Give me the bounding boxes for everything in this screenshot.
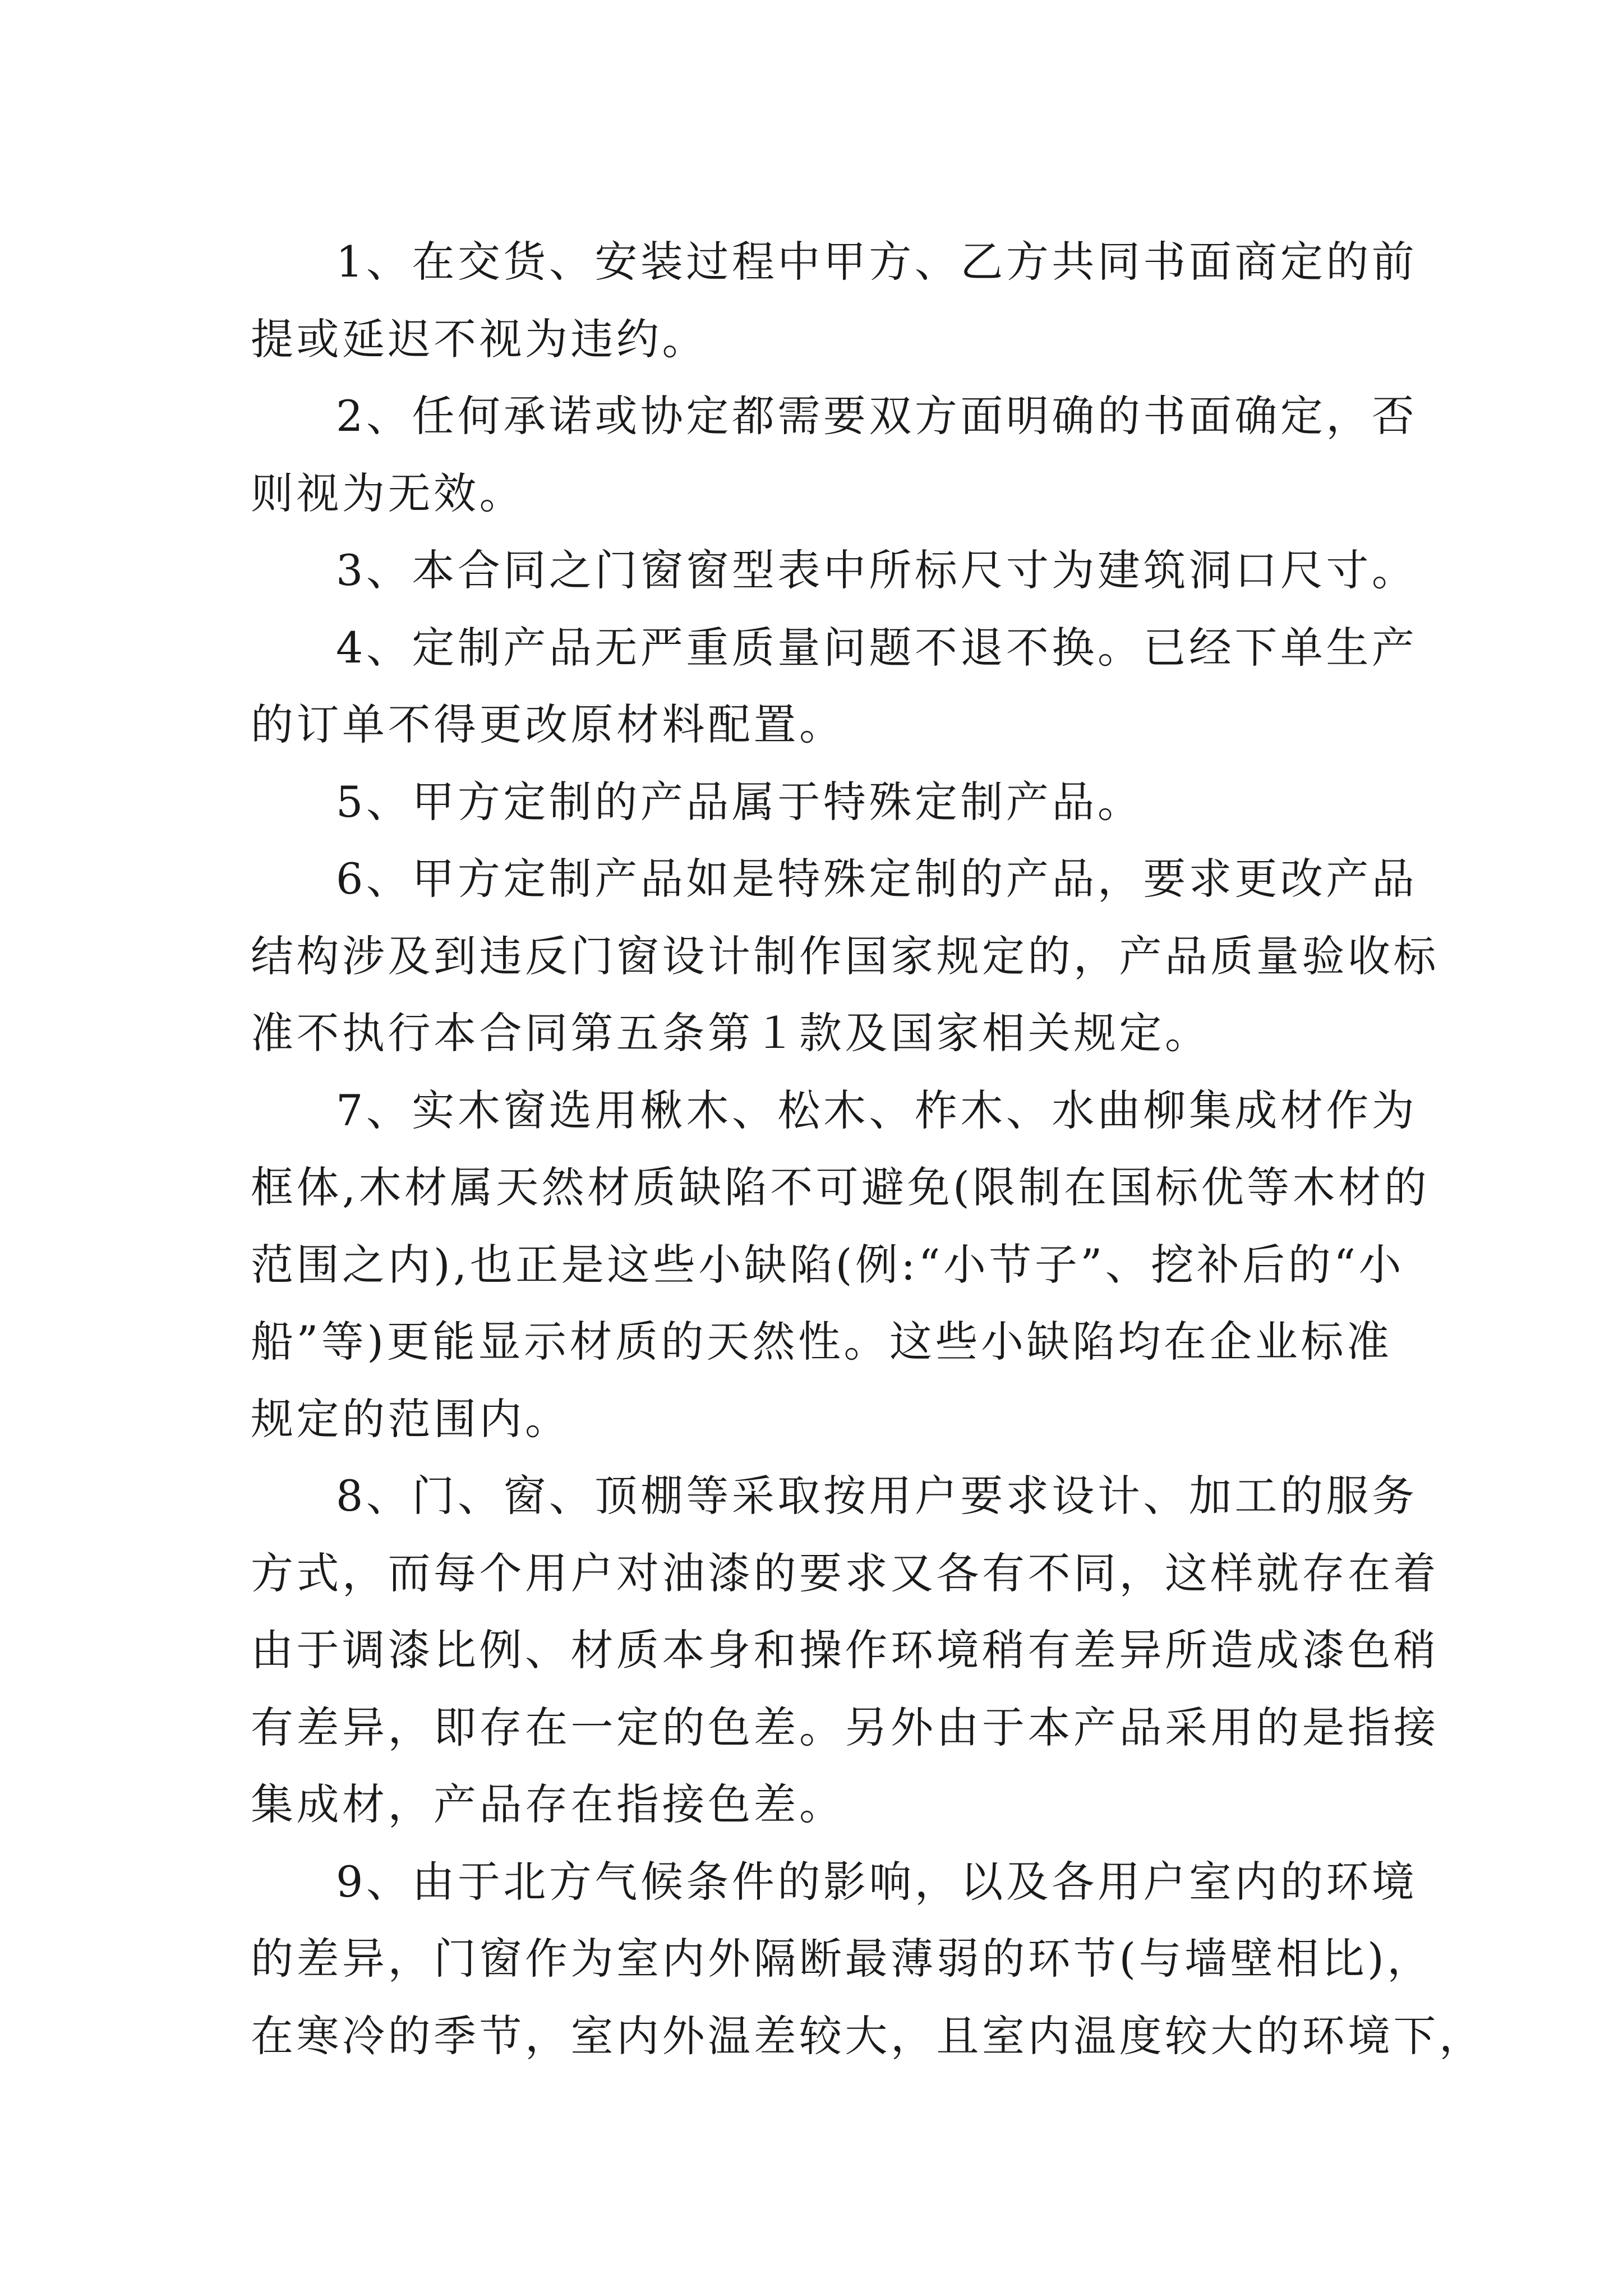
clause-8-line-4: 有差异，即存在一定的色差。另外由于本产品采用的是指接 [251, 1702, 1439, 1752]
clause-8-line-2: 方式，而每个用户对油漆的要求又各有不同，这样就存在着 [251, 1548, 1439, 1598]
clause-7-line-5: 规定的范围内。 [251, 1393, 571, 1444]
clause-8-line-3: 由于调漆比例、材质本身和操作环境稍有差异所造成漆色稍 [251, 1625, 1439, 1675]
clause-6-line-2: 结构涉及到违反门窗设计制作国家规定的，产品质量验收标 [251, 931, 1439, 981]
clause-7-line-1: 7、实木窗选用楸木、松木、柞木、水曲柳集成材作为 [336, 1085, 1418, 1135]
clause-7-line-4: 船”等)更能显示材质的天然性。这些小缺陷均在企业标准 [251, 1317, 1393, 1366]
clause-7-line-3: 范围之内),也正是这些小缺陷(例:“小节子”、挖补后的“小 [251, 1239, 1405, 1290]
clause-9-line-1: 9、由于北方气候条件的影响，以及各用户室内的环境 [336, 1856, 1418, 1907]
clause-9-line-2: 的差异，门窗作为室内外隔断最薄弱的环节(与墙壁相比)， [251, 1934, 1433, 1984]
clause-9-line-3: 在寒冷的季节，室内外温差较大，且室内温度较大的环境下， [251, 2010, 1485, 2061]
clause-7-line-2: 框体,木材属天然材质缺陷不可避免(限制在国标优等木材的 [251, 1162, 1430, 1212]
clause-1-line-1: 1、在交货、安装过程中甲方、乙方共同书面商定的前 [336, 237, 1418, 287]
clause-6-line-3: 准不执行本合同第五条第１款及国家相关规定。 [251, 1008, 1211, 1058]
clause-2-line-2: 则视为无效。 [251, 468, 525, 518]
clause-8-line-1: 8、门、窗、顶棚等采取按用户要求设计、加工的服务 [336, 1471, 1418, 1521]
contract-terms-body [251, 223, 1485, 2074]
clause-6-line-1: 6、甲方定制产品如是特殊定制的产品，要求更改产品 [336, 854, 1418, 904]
clause-5-line-1: 5、甲方定制的产品属于特殊定制产品。 [336, 776, 1144, 827]
clause-8-line-5: 集成材，产品存在指接色差。 [251, 1779, 845, 1829]
clause-4-line-2: 的订单不得更改原材料配置。 [251, 700, 845, 749]
clause-2-line-1: 2、任何承诺或协定都需要双方面明确的书面确定，否 [336, 391, 1418, 441]
clause-3-line-1: 3、本合同之门窗窗型表中所标尺寸为建筑洞口尺寸。 [336, 545, 1418, 595]
clause-4-line-1: 4、定制产品无严重质量问题不退不换。已经下单生产 [336, 622, 1418, 673]
clause-1-line-2: 提或延迟不视为违约。 [251, 314, 708, 364]
